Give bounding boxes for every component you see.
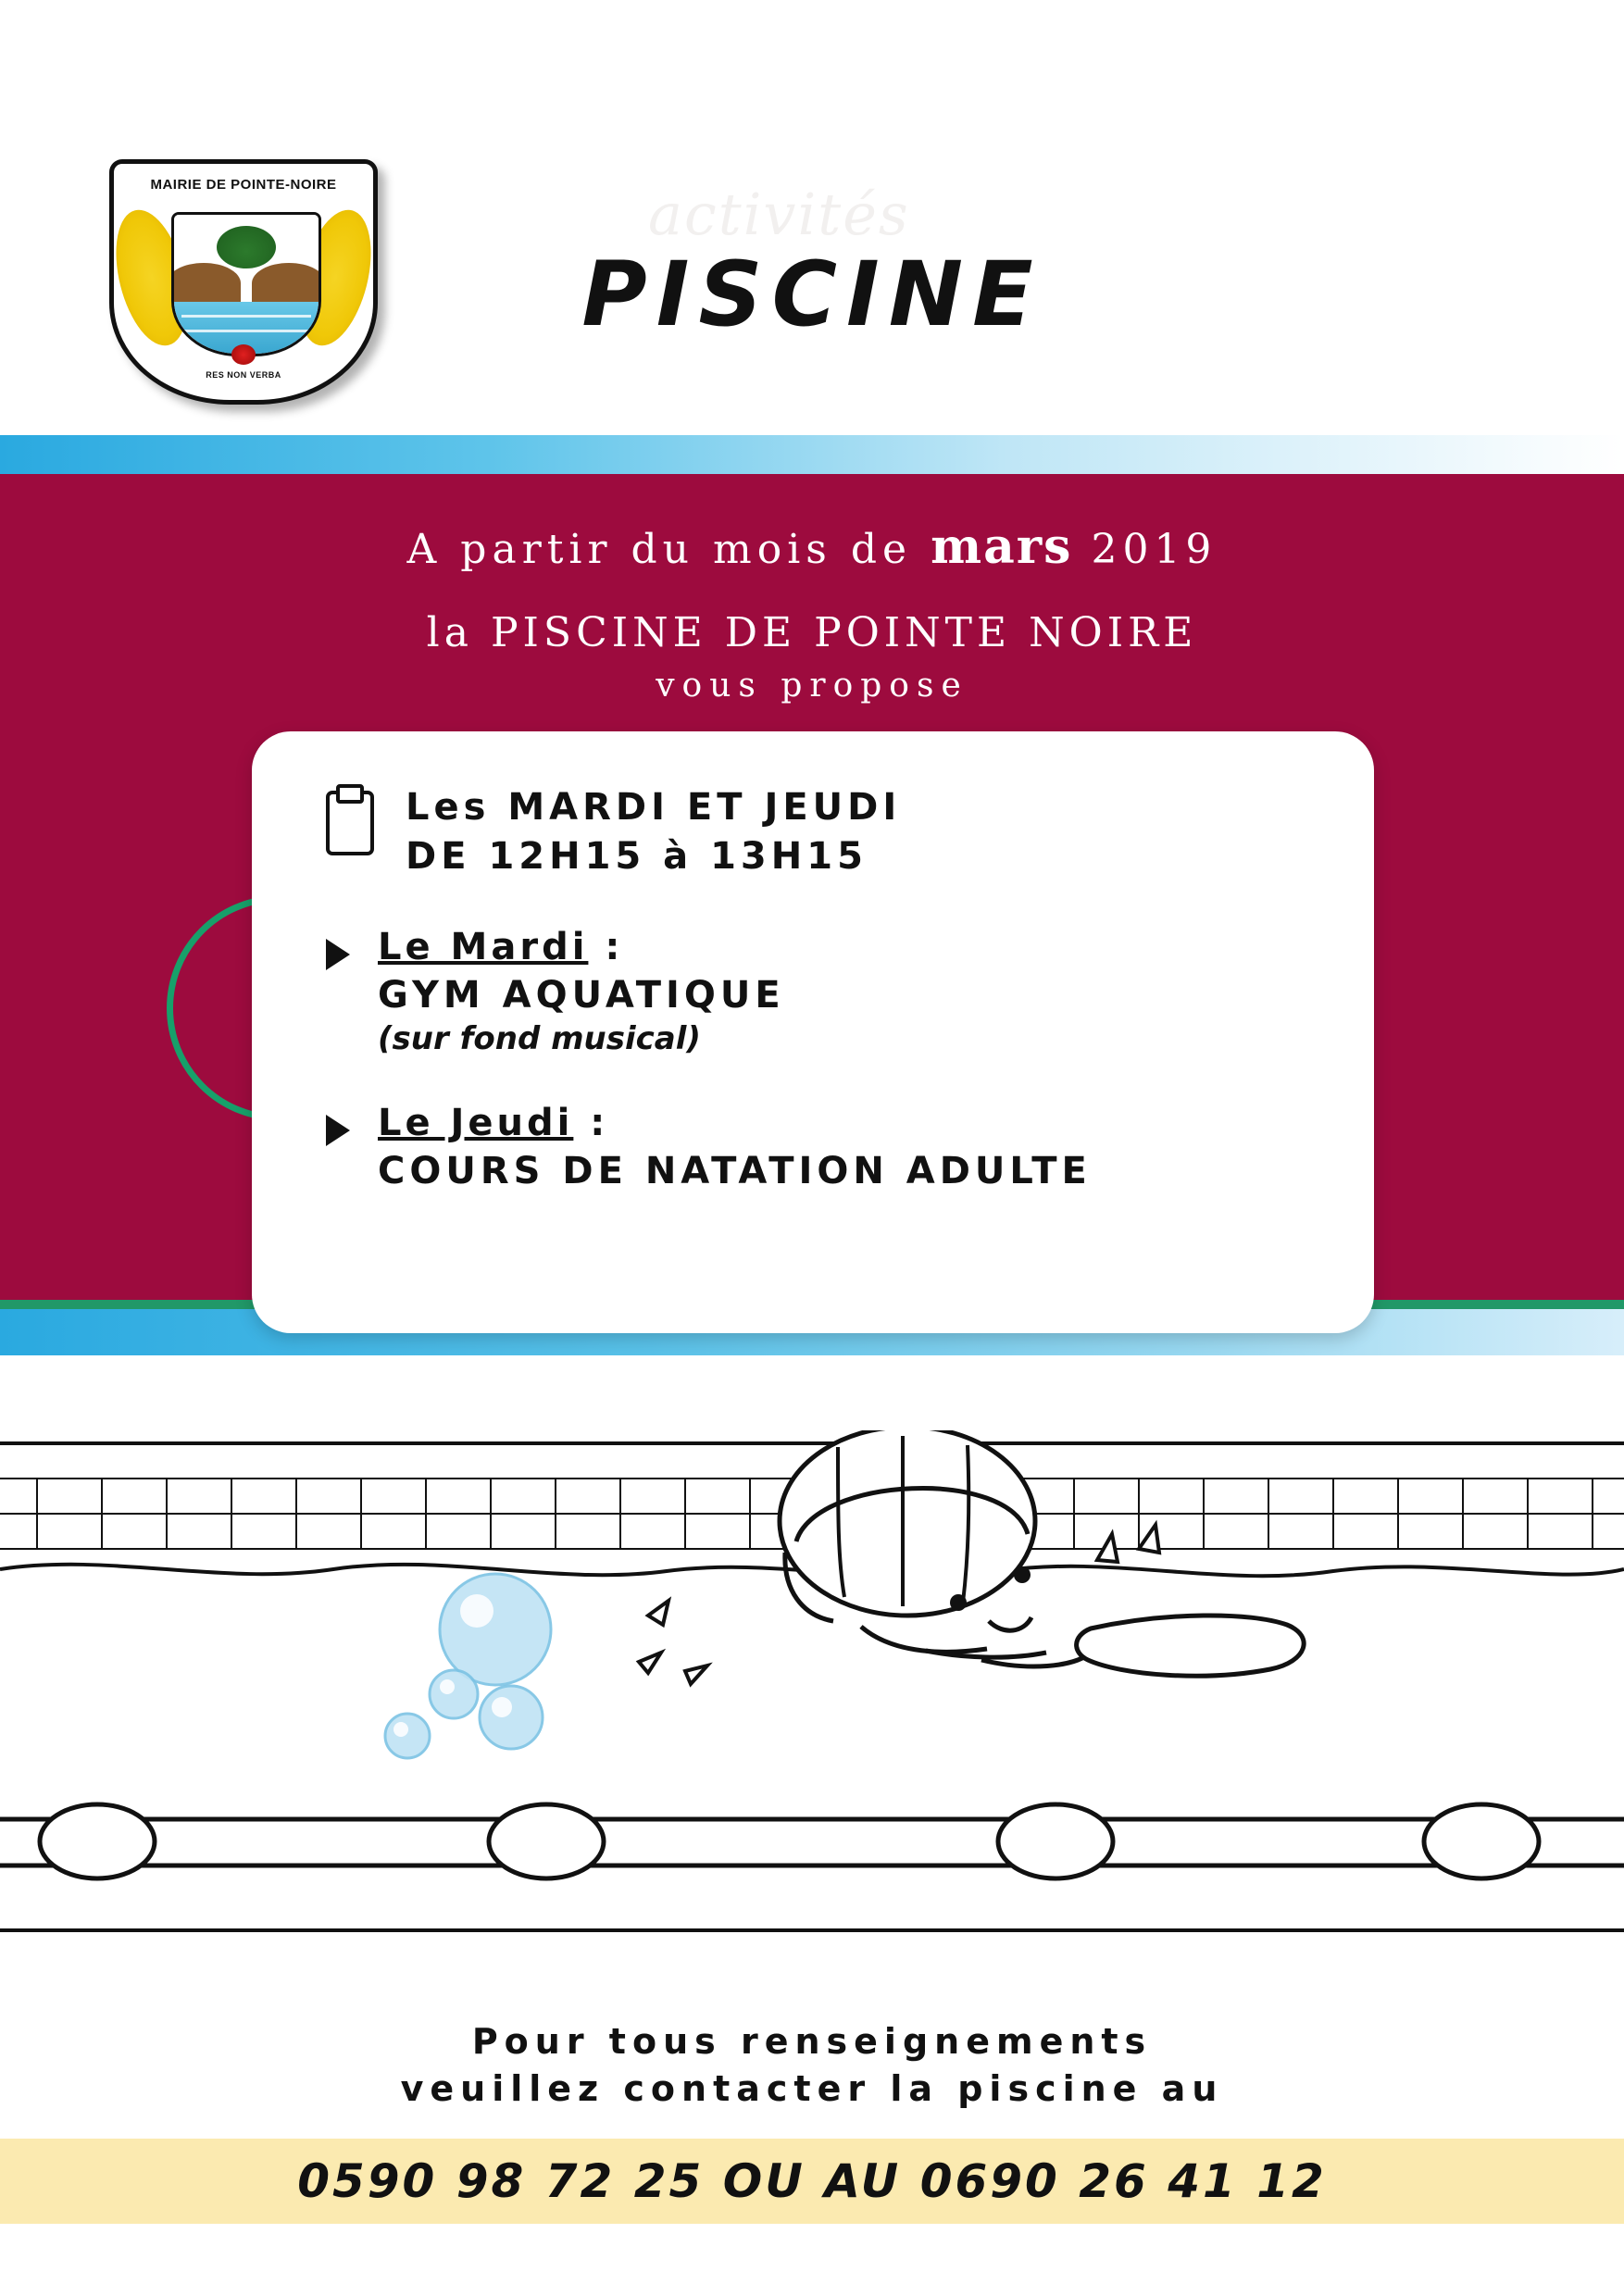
activity-item-jeudi	[326, 1102, 1337, 1192]
schedule-text	[406, 783, 901, 881]
activity-name: GYM AQUATIQUE	[378, 973, 785, 1017]
contact-line-1: Pour tous renseignements	[471, 2021, 1153, 2062]
announcement-year: 2019	[1091, 526, 1218, 573]
activity-note: (sur fond musical)	[378, 1019, 701, 1057]
activity-day-suffix: :	[588, 925, 624, 968]
schedule-line-2: DE 12H15 à 13H15	[406, 834, 868, 878]
watermark-word: activités	[648, 181, 910, 248]
bubbles-icon	[385, 1574, 551, 1758]
schedule-card-content	[326, 783, 1337, 1192]
activity-day: Le Mardi	[378, 925, 589, 968]
lane-rope	[0, 1804, 1624, 1878]
contact-text	[0, 2018, 1624, 2114]
schedule-line-1: Les MARDI ET JEUDI	[406, 786, 902, 829]
crest-top-text: MAIRIE DE POINTE-NOIRE	[150, 177, 337, 193]
activity-body	[378, 926, 785, 1057]
flower-icon	[231, 344, 256, 365]
triangle-bullet-icon	[326, 1115, 350, 1146]
activity-day: Le Jeudi	[378, 1101, 574, 1144]
activity-day-line	[378, 926, 785, 968]
announcement-line-1	[0, 518, 1624, 575]
phone-number[interactable]: 0590 98 72 25 OU AU 0690 26 41 12	[297, 2154, 1327, 2208]
announcement-prefix: A partir du mois de	[406, 526, 913, 573]
announcement-line-2: la PISCINE DE POINTE NOIRE	[426, 609, 1198, 656]
crest-motto: RES NON VERBA	[206, 370, 281, 380]
schedule-row	[326, 783, 1337, 881]
activity-day-suffix: :	[573, 1101, 609, 1144]
activity-name: COURS DE NATATION ADULTE	[378, 1149, 1092, 1192]
swimmer-line-drawing-svg	[0, 1430, 1624, 1949]
kickboard-icon	[1077, 1616, 1305, 1676]
poster-header	[0, 0, 1624, 435]
clipboard-icon	[326, 791, 374, 855]
contact-line-2: veuillez contacter la piscine au	[400, 2068, 1224, 2110]
activity-item-mardi	[326, 926, 1337, 1057]
announcement-month: mars	[931, 518, 1073, 575]
announcement-line-3: vous propose	[656, 667, 968, 705]
page-title: PISCINE	[581, 243, 1043, 346]
blue-gradient-divider	[0, 435, 1624, 474]
schedule-card	[252, 731, 1374, 1333]
activity-body	[378, 1102, 1092, 1192]
activity-day-line	[378, 1102, 1092, 1144]
swimmer-illustration	[0, 1430, 1624, 1949]
triangle-bullet-icon	[326, 939, 350, 970]
